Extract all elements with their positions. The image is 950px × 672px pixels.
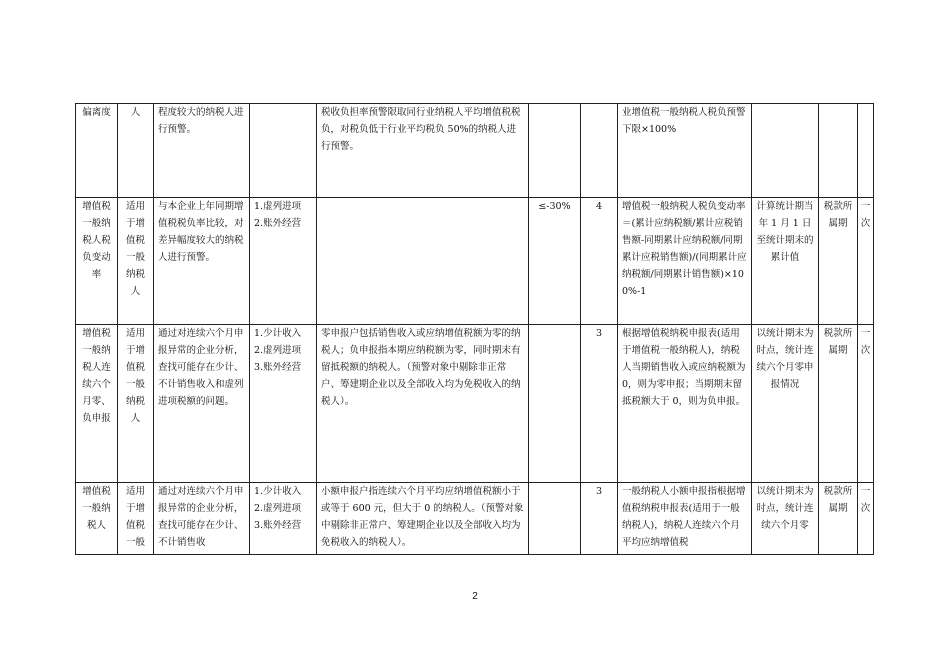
table-row [76, 483, 874, 555]
cell-frequency: 一次 [858, 325, 874, 483]
page-number: 2 [472, 591, 478, 602]
cell-focus: 1.少计收入 2.虚列进项 3.账外经营 [250, 325, 317, 483]
cell-description: 与本企业上年同期增值税税负率比较，对差异幅度较大的纳税人进行预警。 [154, 198, 250, 325]
cell-description: 程度较大的纳税人进行预警。 [154, 104, 250, 198]
cell-data-period: 税款所属期 [819, 325, 858, 483]
cell-calc-period: 以统计期末为时点，统计连续六个月零 [752, 483, 819, 555]
table-row [76, 325, 874, 483]
cell-notes: 小额申报户指连续六个月平均应纳增值税额小于或等于 600 元，但大于 0 的纳税人。（预警对象中剔除非正常户、筹建期企业以及全部收入均为免税收入的纳税人）。 [317, 483, 529, 555]
cell-threshold [529, 104, 581, 198]
cell-threshold [529, 325, 581, 483]
cell-description: 通过对连续六个月申报异常的企业分析，查找可能存在少计、不计销售收 [154, 483, 250, 555]
cell-focus: 1.虚列进项 2.账外经营 [250, 198, 317, 325]
cell-indicator-name: 增值税一般纳税人税负变动率 [76, 198, 118, 325]
table-row [76, 198, 874, 325]
cell-formula: 增值税一般纳税人税负变动率＝(累计应纳税额/累计应税销售额-同期累计应纳税额/同期累计应税销售额)/(同期累计应纳税额/同期累计销售额)×100%-1 [618, 198, 752, 325]
cell-notes: 税收负担率预警限取同行业纳税人平均增值税税负，对税负低于行业平均税负 50%的纳税人进行预警。 [317, 104, 529, 198]
cell-description: 通过对连续六个月申报异常的企业分析，查找可能存在少计、不计销售收入和虚列进项税额的问题。 [154, 325, 250, 483]
cell-data-period: 税款所属期 [819, 483, 858, 555]
cell-focus: 1.少计收入 2.虚列进项 3.账外经营 [250, 483, 317, 555]
cell-focus [250, 104, 317, 198]
cell-calc-period: 计算统计期当年 1 月 1 日至统计期末的累计值 [752, 198, 819, 325]
cell-weight: 3 [581, 483, 618, 555]
cell-formula: 根据增值税纳税申报表(适用于增值税一般纳税人)，纳税人当期销售收入或应纳税额为 0，则为零申报；当期期末留抵税额大于 0，则为负申报。 [618, 325, 752, 483]
cell-weight: 4 [581, 198, 618, 325]
cell-scope: 人 [118, 104, 154, 198]
cell-scope: 适用于增值税一般纳税人 [118, 325, 154, 483]
cell-threshold [529, 483, 581, 555]
cell-frequency: 一次 [858, 198, 874, 325]
cell-weight [581, 104, 618, 198]
cell-frequency: 一次 [858, 483, 874, 555]
cell-scope: 适用于增值税一般 [118, 483, 154, 555]
indicator-table [75, 103, 874, 555]
cell-indicator-name: 偏离度 [76, 104, 118, 198]
cell-formula: 一般纳税人小额申报指根据增值税纳税申报表(适用于一般纳税人)，纳税人连续六个月平均应纳增值税 [618, 483, 752, 555]
cell-calc-period [752, 104, 819, 198]
cell-frequency [858, 104, 874, 198]
cell-data-period: 税款所属期 [819, 198, 858, 325]
cell-notes: 零申报户包括销售收入或应纳增值税额为零的纳税人；负申报指本期应纳税额为零，同时期末有留抵税额的纳税人。（预警对象中剔除非正常户、筹建期企业以及全部收入均为免税收入的纳税人）。 [317, 325, 529, 483]
cell-threshold: ≤-30% [529, 198, 581, 325]
cell-formula: 业增值税一般纳税人税负预警下限×100% [618, 104, 752, 198]
cell-indicator-name: 增值税一般纳税人 [76, 483, 118, 555]
table-row [76, 104, 874, 198]
cell-notes [317, 198, 529, 325]
cell-calc-period: 以统计期末为时点，统计连续六个月零申报情况 [752, 325, 819, 483]
cell-scope: 适用于增值税一般纳税人 [118, 198, 154, 325]
cell-indicator-name: 增值税一般纳税人连续六个月零、负申报 [76, 325, 118, 483]
cell-weight: 3 [581, 325, 618, 483]
cell-data-period [819, 104, 858, 198]
